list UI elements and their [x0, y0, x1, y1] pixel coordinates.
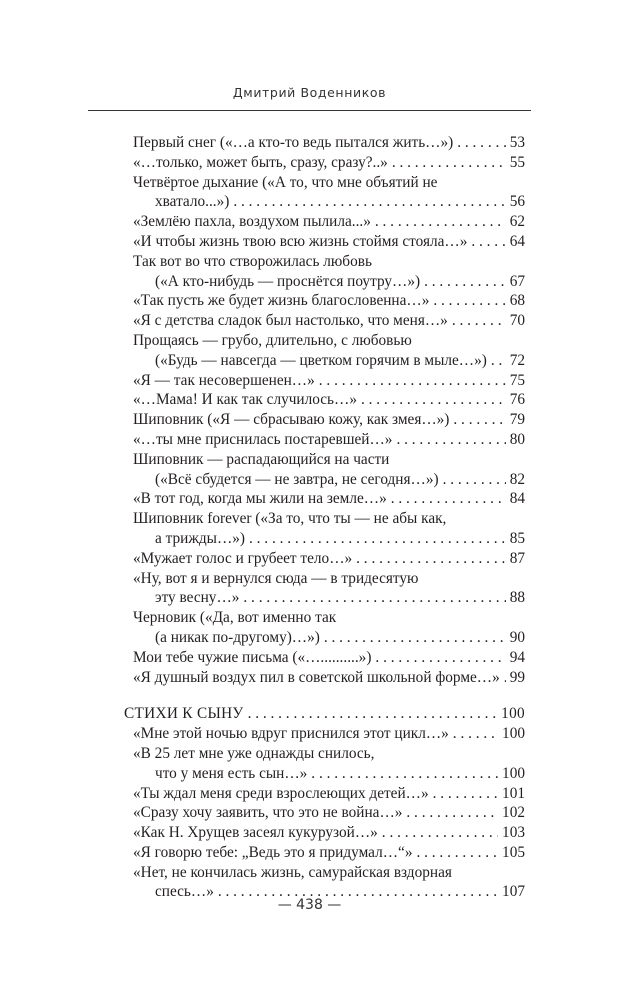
entry-title: «В 25 лет мне уже однажды снилось,	[133, 744, 375, 762]
toc-entry-line	[133, 212, 525, 232]
entry-page: 62	[509, 213, 525, 231]
toc-entry-line	[133, 311, 525, 331]
toc-entry-line	[133, 133, 525, 153]
entry-title: Мои тебе чужие письма («…..........»)	[133, 648, 372, 666]
entry-title: «Мужает голос и грубеет тело…»	[133, 549, 353, 567]
toc-entry-line	[133, 232, 525, 252]
toc-entry[interactable]	[133, 489, 525, 509]
dot-leader	[396, 430, 505, 450]
entry-title: что у меня есть сын…»	[155, 764, 308, 782]
dot-leader	[324, 628, 506, 648]
entry-page: 105	[502, 843, 525, 861]
toc-entry-line	[133, 173, 525, 193]
entry-page: 53	[509, 134, 525, 151]
entry-page: 79	[509, 411, 525, 429]
toc-entry-line	[133, 863, 525, 883]
toc-entry[interactable]	[133, 390, 525, 410]
dot-leader	[416, 843, 498, 863]
toc-entry-line	[133, 509, 525, 529]
entry-title: Шиповник forever («За то, что ты — не абы как,	[133, 510, 447, 528]
entry-title: Так вот во что створожилась любовь	[133, 252, 372, 270]
toc-entry[interactable]	[133, 291, 525, 311]
entry-page: 64	[509, 232, 525, 250]
toc-entry-line	[133, 351, 525, 371]
toc-entry-line	[133, 744, 525, 764]
header-rule	[88, 110, 531, 111]
toc-entry-line	[133, 291, 525, 311]
toc-entry-line	[133, 252, 525, 272]
entry-title: «…только, может быть, сразу, сразу?..»	[133, 153, 388, 171]
section-page: 100	[501, 705, 525, 723]
table-of-contents	[124, 133, 525, 902]
toc-entry[interactable]	[133, 569, 525, 609]
entry-page: 68	[509, 292, 525, 310]
entry-title: «Я — так несовершенен…»	[133, 371, 315, 389]
dot-leader	[491, 351, 506, 371]
entry-page: 70	[509, 312, 525, 330]
entry-page: 90	[509, 628, 525, 646]
toc-entry[interactable]	[133, 232, 525, 252]
dot-leader	[471, 232, 505, 252]
dot-leader	[375, 648, 505, 668]
entry-title: «Мне этой ночью вдруг приснился этот цикл…»	[133, 725, 449, 743]
entry-page: 107	[502, 883, 525, 901]
dot-leader	[375, 212, 506, 232]
dot-leader	[453, 724, 498, 744]
toc-entry-line	[133, 430, 525, 450]
dot-leader	[311, 764, 498, 784]
dot-leader	[391, 489, 506, 509]
toc-entry-line	[133, 608, 525, 628]
entry-page: 101	[502, 784, 525, 802]
toc-entry-line	[133, 724, 525, 744]
entry-title: «…Мама! И как так случилось…»	[133, 391, 357, 409]
toc-entry[interactable]	[133, 212, 525, 232]
toc-entry[interactable]	[133, 430, 525, 450]
dot-leader	[233, 192, 505, 212]
section-title: СТИХИ К СЫНУ	[124, 705, 244, 723]
toc-entry[interactable]	[133, 153, 525, 173]
toc-entry[interactable]	[133, 724, 525, 744]
dot-leader	[382, 823, 498, 843]
toc-entry-line	[133, 450, 525, 470]
toc-entry-line	[133, 549, 525, 569]
toc-entry-line	[133, 668, 525, 688]
entry-title: «…ты мне приснилась постаревшей…»	[133, 430, 393, 448]
entry-title: «Я душный воздух пил в советской школьной форме…»	[133, 668, 500, 686]
toc-entry-line	[133, 153, 525, 173]
dot-leader	[319, 371, 506, 391]
toc-entry-line	[133, 764, 525, 784]
entry-page: 56	[509, 193, 525, 211]
entry-title: Прощаясь — грубо, длительно, с любовью	[133, 331, 412, 349]
entry-title: («А кто-нибудь — проснётся поутру…»)	[155, 272, 421, 290]
toc-section-heading[interactable]	[124, 704, 525, 724]
toc-entry[interactable]	[133, 133, 525, 153]
toc-entry[interactable]	[133, 311, 525, 331]
toc-entry-line	[133, 272, 525, 292]
toc-entry[interactable]	[133, 843, 525, 863]
entry-title: («Будь — навсегда — цветком горячим в мыле…»)	[155, 351, 487, 369]
entry-page: 76	[509, 391, 525, 409]
toc-entry-line	[133, 843, 525, 863]
entry-title: Черновик («Да, вот именно так	[133, 609, 337, 627]
toc-entry-line	[133, 784, 525, 804]
entry-title: хватало...»)	[155, 193, 230, 211]
toc-entry[interactable]	[133, 744, 525, 784]
toc-entry[interactable]	[133, 331, 525, 371]
entry-page: 102	[502, 804, 525, 822]
toc-entry-line	[133, 371, 525, 391]
entry-page: 75	[509, 371, 525, 389]
dot-leader	[392, 153, 506, 173]
toc-entry-line	[133, 529, 525, 549]
toc-entry-line	[133, 588, 525, 608]
entry-title: («Всё сбудется — не завтра, не сегодня…»)	[155, 470, 439, 488]
entry-title: «Сразу хочу заявить, что это не война…»	[133, 804, 403, 822]
entry-page: 72	[509, 351, 525, 369]
toc-entry[interactable]	[133, 371, 525, 391]
toc-entry[interactable]	[133, 173, 525, 213]
toc-entry-line	[133, 648, 525, 668]
toc-entry-line	[133, 192, 525, 212]
toc-entry-line	[133, 489, 525, 509]
toc-entry[interactable]	[133, 608, 525, 648]
dot-leader	[433, 291, 505, 311]
toc-entry[interactable]	[133, 410, 525, 430]
entry-title: «Нет, не кончилась жизнь, самурайская вздорная	[133, 863, 452, 881]
toc-entry-line	[133, 470, 525, 490]
entry-title: «И чтобы жизнь твою всю жизнь стоймя стояла…»	[133, 232, 468, 250]
toc-entry-line	[133, 803, 525, 823]
dot-leader	[433, 784, 498, 804]
entry-title: «Так пусть же будет жизнь благословенна…»	[133, 292, 430, 310]
dot-leader	[504, 668, 506, 688]
toc-entry-line	[133, 628, 525, 648]
dot-leader	[406, 803, 498, 823]
dot-leader	[424, 272, 506, 292]
page-number: — 438 —	[277, 897, 342, 913]
entry-title: «В тот год, когда мы жили на земле…»	[133, 490, 387, 508]
entry-page: 94	[509, 648, 525, 666]
entry-page: 88	[509, 589, 525, 607]
toc-entry[interactable]	[133, 509, 525, 549]
toc-entry[interactable]	[133, 803, 525, 823]
toc-entry[interactable]	[133, 648, 525, 668]
entry-title: спесь…»	[155, 883, 214, 901]
dot-leader	[452, 311, 506, 331]
dot-leader	[443, 470, 506, 490]
toc-entry-line	[133, 390, 525, 410]
toc-entry[interactable]	[133, 450, 525, 490]
entry-title: «Как Н. Хрущев засеял кукурузой…»	[133, 824, 378, 842]
entry-title: «Ты ждал меня среди взрослеющих детей…»	[133, 784, 429, 802]
entry-page: 82	[509, 470, 525, 488]
dot-leader	[243, 588, 505, 608]
dot-leader	[356, 549, 506, 569]
toc-entry[interactable]	[133, 252, 525, 292]
dot-leader	[249, 529, 506, 549]
toc-entry[interactable]	[133, 784, 525, 804]
entry-page: 84	[509, 490, 525, 508]
entry-page: 85	[509, 529, 525, 547]
toc-entry[interactable]	[133, 823, 525, 843]
toc-entry-line	[133, 410, 525, 430]
entry-page: 55	[509, 153, 525, 171]
entry-page: 99	[509, 668, 525, 686]
dot-leader	[248, 704, 502, 724]
dot-leader	[453, 410, 505, 430]
entry-page: 80	[509, 430, 525, 448]
entry-title: «Землёю пахла, воздухом пылила...»	[133, 213, 371, 231]
toc-entries	[133, 133, 525, 687]
dot-leader	[361, 390, 506, 410]
entry-page: 100	[502, 725, 525, 743]
toc-entry-line	[133, 331, 525, 351]
entry-title: (а никак по-другому)…»)	[155, 628, 320, 646]
running-header-author: Дмитрий Воденников	[232, 85, 387, 100]
toc-entry[interactable]	[133, 549, 525, 569]
entry-title: Первый снег («…а кто-то ведь пытался жить…»)	[133, 134, 454, 151]
entry-page: 100	[502, 764, 525, 782]
toc-entry-line	[133, 823, 525, 843]
toc-section-entries	[133, 724, 525, 902]
entry-title: «Ну, вот я и вернулся сюда — в тридесятую	[133, 569, 419, 587]
entry-title: эту весну…»	[155, 589, 240, 607]
entry-title: Четвёртое дыхание («А то, что мне объятий не	[133, 173, 438, 191]
entry-page: 87	[509, 549, 525, 567]
entry-title: «Я говорю тебе: „Ведь это я придумал…“»	[133, 843, 413, 861]
entry-page: 103	[502, 824, 525, 842]
toc-entry-line	[133, 569, 525, 589]
toc-entry[interactable]	[133, 668, 525, 688]
entry-title: а трижды…»)	[155, 529, 245, 547]
entry-page: 67	[509, 272, 525, 290]
entry-title: Шиповник — распадающийся на части	[133, 450, 390, 468]
entry-title: «Я с детства сладок был настолько, что меня…»	[133, 312, 448, 330]
dot-leader	[457, 133, 505, 153]
entry-title: Шиповник («Я — сбрасываю кожу, как змея…»)	[133, 411, 450, 429]
